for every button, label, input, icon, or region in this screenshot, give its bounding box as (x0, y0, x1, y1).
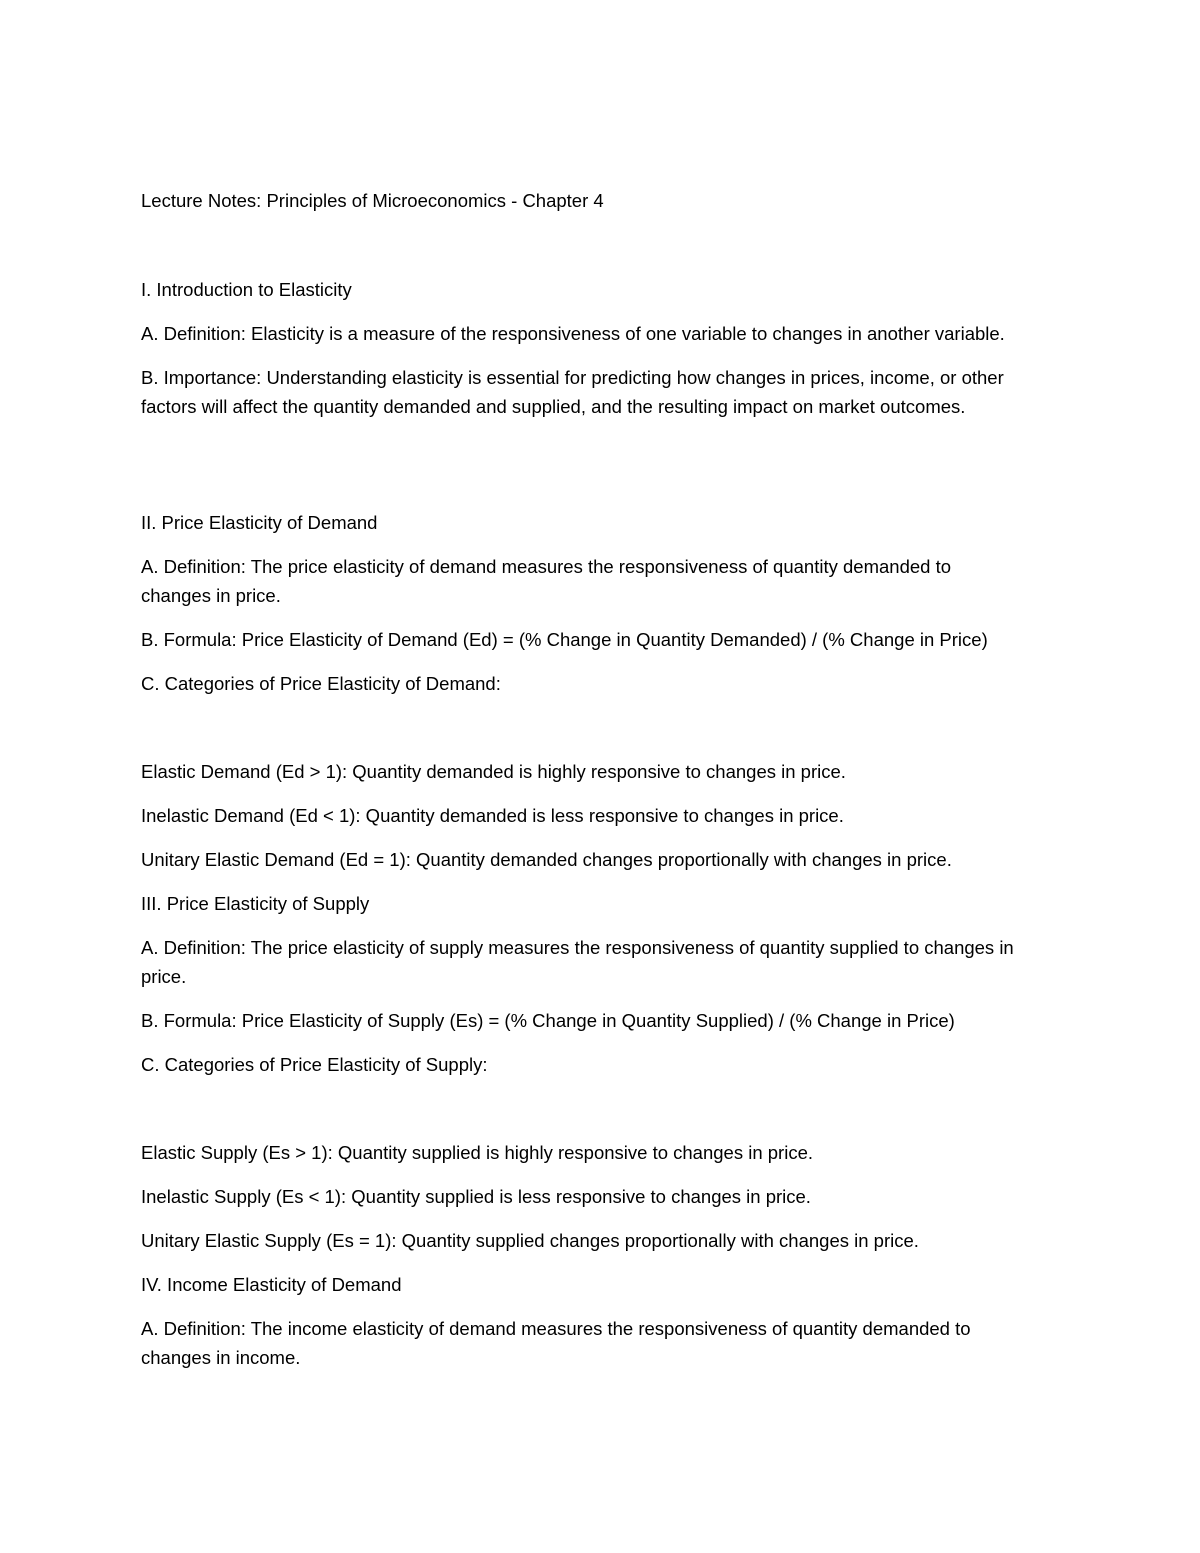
supply-categories-heading: C. Categories of Price Elasticity of Supply: (141, 1054, 488, 1075)
income-definition: A. Definition: The income elasticity of demand measures the responsiveness of quantity demanded to changes in income. (141, 1318, 971, 1368)
section-heading-introduction: I. Introduction to Elasticity (141, 279, 352, 300)
document-title: Lecture Notes: Principles of Microeconomics - Chapter 4 (141, 190, 604, 211)
supply-category-inelastic: Inelastic Supply (Es < 1): Quantity supplied is less responsive to changes in price. (141, 1186, 811, 1207)
supply-category-unitary: Unitary Elastic Supply (Es = 1): Quantity supplied changes proportionally with changes in price. (141, 1230, 919, 1251)
section-heading-price-elasticity-supply: III. Price Elasticity of Supply (141, 893, 370, 914)
demand-category-unitary: Unitary Elastic Demand (Ed = 1): Quantity demanded changes proportionally with changes in price. (141, 849, 952, 870)
supply-category-elastic: Elastic Supply (Es > 1): Quantity supplied is highly responsive to changes in price. (141, 1142, 813, 1163)
section-heading-price-elasticity-demand: II. Price Elasticity of Demand (141, 512, 378, 533)
demand-formula: B. Formula: Price Elasticity of Demand (Ed) = (% Change in Quantity Demanded) / (% Change in Price) (141, 629, 988, 650)
demand-category-inelastic: Inelastic Demand (Ed < 1): Quantity demanded is less responsive to changes in price. (141, 805, 844, 826)
demand-definition: A. Definition: The price elasticity of demand measures the responsiveness of quantity demanded to changes in price. (141, 556, 951, 606)
demand-category-elastic: Elastic Demand (Ed > 1): Quantity demanded is highly responsive to changes in price. (141, 761, 846, 782)
section-heading-income-elasticity: IV. Income Elasticity of Demand (141, 1274, 402, 1295)
supply-formula: B. Formula: Price Elasticity of Supply (Es) = (% Change in Quantity Supplied) / (% Change in Price) (141, 1010, 955, 1031)
demand-categories-heading: C. Categories of Price Elasticity of Demand: (141, 673, 501, 694)
introduction-definition: A. Definition: Elasticity is a measure of the responsiveness of one variable to changes in another variable. (141, 323, 1005, 344)
introduction-importance: B. Importance: Understanding elasticity is essential for predicting how changes in prices, income, or other factors will affect the quantity demanded and supplied, and the resulting impact on market outcomes. (141, 367, 1004, 417)
supply-definition: A. Definition: The price elasticity of supply measures the responsiveness of quantity supplied to changes in price. (141, 937, 1014, 987)
